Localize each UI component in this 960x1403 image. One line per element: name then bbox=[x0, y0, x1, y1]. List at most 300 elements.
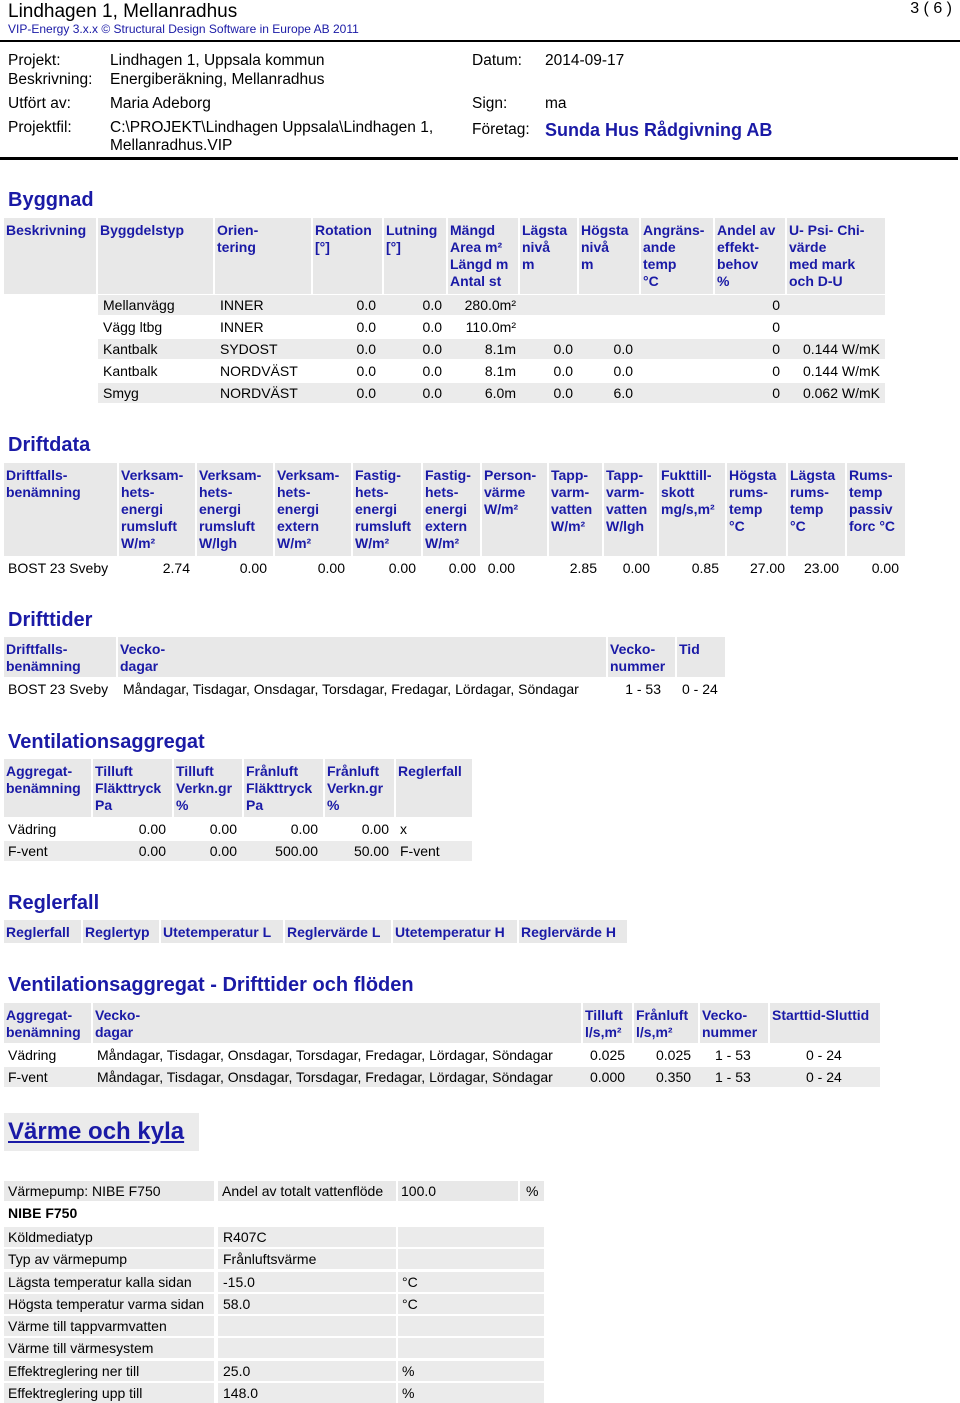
byggnad-cell-u: 0.144 W/mK bbox=[802, 341, 880, 357]
driftdata-header-line: rums- bbox=[790, 484, 829, 500]
projekt-value: Lindhagen 1, Uppsala kommun bbox=[110, 52, 325, 69]
driftdata-header-line: W/m² bbox=[355, 535, 390, 551]
byggnad-header-line: Längd m bbox=[450, 256, 509, 272]
varme-value: 58.0 bbox=[223, 1296, 251, 1312]
ventilation-header-line: Verkn.gr bbox=[327, 780, 384, 796]
projektfil-value-1: C:\PROJEKT\Lindhagen Uppsala\Lindhagen 1, bbox=[110, 119, 434, 136]
byggnad-cell-andel: 0 bbox=[772, 319, 780, 335]
driftdata-header-cell bbox=[353, 463, 421, 556]
driftdata-header-line: energi bbox=[199, 501, 242, 517]
vent-drift-cell-days: Måndagar, Tisdagar, Onsdagar, Torsdagar, Fredagar, Lördagar, Söndagar bbox=[97, 1069, 553, 1085]
datum-value: 2014-09-17 bbox=[545, 52, 625, 69]
drifttider-header-line: benämning bbox=[6, 658, 81, 674]
header-rule-top bbox=[0, 40, 960, 42]
drifttider-cell-days: Måndagar, Tisdagar, Onsdagar, Torsdagar, Fredagar, Lördagar, Söndagar bbox=[123, 681, 579, 697]
byggnad-cell-andel: 0 bbox=[772, 363, 780, 379]
sign-value: ma bbox=[545, 95, 567, 112]
varme-unit-band bbox=[398, 1383, 544, 1403]
reglerfall-header-cell bbox=[161, 920, 283, 943]
varme-unit-band bbox=[398, 1249, 544, 1269]
varmepump-model: NIBE F750 bbox=[8, 1205, 78, 1221]
varme-unit-band bbox=[398, 1361, 544, 1381]
ventilation-cell: 500.00 bbox=[275, 843, 318, 859]
varme-label: Värme till tappvarmvatten bbox=[8, 1318, 167, 1334]
byggnad-cell-hogsta: 0.0 bbox=[613, 341, 633, 357]
byggnad-cell-andel: 0 bbox=[772, 385, 780, 401]
driftdata-header-line: vatten bbox=[606, 501, 648, 517]
foretag-label: Företag: bbox=[472, 121, 530, 138]
ventilation-header-cell bbox=[244, 759, 323, 817]
varme-unit-band bbox=[398, 1294, 544, 1314]
drifttider-header-line: Vecko- bbox=[610, 641, 656, 657]
vent-drift-cell-name: F-vent bbox=[8, 1069, 48, 1085]
projektfil-value-2: Mellanradhus.VIP bbox=[110, 137, 233, 154]
vent-drift-header-cell bbox=[4, 1003, 91, 1043]
driftdata-header-line: energi bbox=[277, 501, 320, 517]
byggnad-cell-rot: 0.0 bbox=[356, 341, 376, 357]
driftdata-cell: 0.00 bbox=[448, 560, 476, 576]
driftdata-header-line: Rums- bbox=[849, 467, 893, 483]
byggnad-header-line: tering bbox=[217, 239, 256, 255]
ventilation-header-cell bbox=[174, 759, 242, 817]
byggnad-cell-typ: Mellanvägg bbox=[103, 297, 175, 313]
driftdata-cell: 0.00 bbox=[388, 560, 416, 576]
driftdata-header-line: hets- bbox=[121, 484, 155, 500]
drifttider-cell-weeks: 1 - 53 bbox=[625, 681, 661, 697]
byggnad-header-cell bbox=[641, 218, 713, 294]
byggnad-header-cell bbox=[715, 218, 785, 294]
reglerfall-header-cell bbox=[4, 920, 81, 943]
driftdata-cell: 2.74 bbox=[162, 560, 190, 576]
byggnad-header-line: behov bbox=[717, 256, 759, 272]
driftdata-header-line: hets- bbox=[199, 484, 233, 500]
driftdata-header-line: passiv bbox=[849, 501, 893, 517]
byggnad-header-cell bbox=[215, 218, 311, 294]
driftdata-header-line: varm- bbox=[551, 484, 590, 500]
driftdata-cell: 0.00 bbox=[317, 560, 345, 576]
byggnad-cell-lagsta: 0.0 bbox=[553, 385, 573, 401]
driftdata-header-line: vatten bbox=[551, 501, 593, 517]
byggnad-cell-hogsta: 6.0 bbox=[613, 385, 633, 401]
byggnad-cell-rot: 0.0 bbox=[356, 385, 376, 401]
byggnad-cell-orient: NORDVÄST bbox=[220, 363, 298, 379]
foretag-value: Sunda Hus Rådgivning AB bbox=[545, 120, 773, 140]
byggnad-header-line: m bbox=[522, 256, 535, 272]
driftdata-header-cell bbox=[847, 463, 905, 556]
byggnad-cell-mangd: 8.1m bbox=[484, 363, 516, 379]
ventilation-cell-name: F-vent bbox=[8, 843, 48, 859]
byggnad-header-line: nivå bbox=[581, 239, 610, 255]
ventilation-header-line: Reglerfall bbox=[398, 763, 462, 779]
driftdata-header-line: extern bbox=[277, 518, 320, 534]
andel-value: 100.0 bbox=[398, 1181, 518, 1201]
byggnad-header-line: ande bbox=[643, 239, 676, 255]
byggnad-header-line: [°] bbox=[386, 239, 401, 255]
driftdata-header-line: hets- bbox=[277, 484, 311, 500]
ventilation-header-line: Aggregat- bbox=[6, 763, 73, 779]
byggnad-header-line: m bbox=[581, 256, 594, 272]
byggnad-header-line: Rotation bbox=[315, 222, 372, 238]
varme-label: Köldmediatyp bbox=[8, 1229, 93, 1245]
drifttider-header-line: Tid bbox=[679, 641, 700, 657]
varme-value-band bbox=[218, 1338, 396, 1358]
vent-drift-cell-name: Vädring bbox=[8, 1047, 57, 1063]
drifttider-cell-name: BOST 23 Sveby bbox=[8, 681, 109, 697]
drifttider-header-cell bbox=[4, 637, 116, 677]
ventilation-header-cell bbox=[93, 759, 172, 817]
driftdata-header-line: °C bbox=[790, 518, 806, 534]
driftdata-header-line: W/m² bbox=[484, 501, 519, 517]
vent-drift-cell: 0 - 24 bbox=[806, 1069, 842, 1085]
byggnad-cell-typ: Kantbalk bbox=[103, 341, 158, 357]
driftdata-header-line: Tapp- bbox=[606, 467, 644, 483]
driftdata-header-line: energi bbox=[121, 501, 164, 517]
byggnad-header-cell bbox=[579, 218, 639, 294]
vent-drift-cell: 0.025 bbox=[590, 1047, 626, 1063]
byggnad-cell-rot: 0.0 bbox=[356, 319, 376, 335]
driftdata-header-line: temp bbox=[849, 484, 883, 500]
byggnad-header-cell bbox=[313, 218, 382, 294]
ventilation-cell: F-vent bbox=[400, 843, 440, 859]
driftdata-header-line: Högsta bbox=[729, 467, 777, 483]
byggnad-cell-typ: Kantbalk bbox=[103, 363, 158, 379]
byggnad-cell-andel: 0 bbox=[772, 297, 780, 313]
driftdata-header-line: energi bbox=[425, 501, 468, 517]
byggnad-header-cell bbox=[98, 218, 213, 294]
byggnad-cell-orient: INNER bbox=[220, 297, 264, 313]
driftdata-header-line: rumsluft bbox=[355, 518, 411, 534]
projekt-label: Projekt: bbox=[8, 52, 61, 69]
driftdata-header-line: hets- bbox=[355, 484, 389, 500]
varme-value-band bbox=[218, 1316, 396, 1336]
driftdata-header-line: temp bbox=[729, 501, 763, 517]
vent-drift-header-line: Vecko- bbox=[702, 1007, 748, 1023]
driftdata-header-cell bbox=[482, 463, 547, 556]
driftdata-header-line: benämning bbox=[6, 484, 81, 500]
drifttider-header-cell bbox=[608, 637, 675, 677]
driftdata-header-cell bbox=[549, 463, 602, 556]
driftdata-cell: 23.00 bbox=[803, 560, 839, 576]
driftdata-header-line: Fastig- bbox=[355, 467, 401, 483]
byggnad-cell-orient: NORDVÄST bbox=[220, 385, 298, 401]
driftdata-cell: 2.85 bbox=[569, 560, 597, 576]
driftdata-header-line: W/lgh bbox=[199, 535, 238, 551]
section-title-ventilation: Ventilationsaggregat bbox=[8, 731, 205, 753]
byggnad-cell-lut: 0.0 bbox=[422, 319, 442, 335]
vent-drift-cell: 0.350 bbox=[656, 1069, 692, 1085]
vent-drift-cell: 1 - 53 bbox=[715, 1069, 751, 1085]
vent-drift-header-cell bbox=[634, 1003, 698, 1043]
driftdata-header-line: °C bbox=[729, 518, 745, 534]
page-number: 3 ( 6 ) bbox=[910, 0, 952, 17]
ventilation-cell: 50.00 bbox=[353, 843, 389, 859]
byggnad-header-line: Mängd bbox=[450, 222, 496, 238]
section-title-byggnad: Byggnad bbox=[8, 189, 94, 211]
byggnad-header-line: Area m² bbox=[450, 239, 503, 255]
vent-drift-header-cell bbox=[770, 1003, 880, 1043]
byggnad-header-line: Angräns- bbox=[643, 222, 705, 238]
driftdata-header-line: Verksam- bbox=[199, 467, 262, 483]
driftdata-header-line: värme bbox=[484, 484, 526, 500]
vent-drift-header-line: dagar bbox=[95, 1024, 134, 1040]
driftdata-header-line: forc °C bbox=[849, 518, 896, 534]
byggnad-header-line: och D-U bbox=[789, 273, 843, 289]
byggnad-header-line: Byggdelstyp bbox=[100, 222, 185, 238]
byggnad-header-line: °C bbox=[643, 273, 659, 289]
vent-drift-header-line: Starttid-Sluttid bbox=[772, 1007, 870, 1023]
beskrivning-value: Energiberäkning, Mellanradhus bbox=[110, 71, 325, 88]
driftdata-header-cell bbox=[788, 463, 845, 556]
ventilation-header-line: % bbox=[176, 797, 189, 813]
driftdata-cell-name: BOST 23 Sveby bbox=[8, 560, 109, 576]
driftdata-cell: 0.00 bbox=[487, 560, 515, 576]
ventilation-header-line: Fläkttryck bbox=[95, 780, 162, 796]
ventilation-header-line: Frånluft bbox=[327, 763, 380, 779]
driftdata-header-cell bbox=[275, 463, 351, 556]
ventilation-cell: x bbox=[400, 821, 407, 837]
byggnad-cell-orient: SYDOST bbox=[220, 341, 278, 357]
driftdata-header-line: temp bbox=[790, 501, 824, 517]
driftdata-header-cell bbox=[4, 463, 117, 556]
byggnad-header-line: temp bbox=[643, 256, 677, 272]
driftdata-header-cell bbox=[119, 463, 195, 556]
driftdata-header-line: mg/s,m² bbox=[661, 501, 715, 517]
byggnad-header-line: U- Psi- Chi- bbox=[789, 222, 865, 238]
byggnad-cell-lut: 0.0 bbox=[422, 363, 442, 379]
byggnad-cell-orient: INNER bbox=[220, 319, 264, 335]
byggnad-header-cell bbox=[448, 218, 518, 294]
vent-drift-header-line: l/s,m² bbox=[636, 1024, 673, 1040]
byggnad-header-line: nivå bbox=[522, 239, 551, 255]
byggnad-cell-andel: 0 bbox=[772, 341, 780, 357]
ventilation-header-line: Fläkttryck bbox=[246, 780, 313, 796]
ventilation-cell-name: Vädring bbox=[8, 821, 57, 837]
byggnad-cell-rot: 0.0 bbox=[356, 297, 376, 313]
driftdata-header-cell bbox=[604, 463, 657, 556]
varmepump-label: Värmepump: NIBE F750 bbox=[4, 1181, 214, 1201]
driftdata-cell: 0.00 bbox=[622, 560, 650, 576]
reglerfall-header-line: Utetemperatur H bbox=[395, 924, 505, 940]
ventilation-cell: 0.00 bbox=[209, 821, 237, 837]
byggnad-cell-u: 0.062 W/mK bbox=[802, 385, 880, 401]
byggnad-header-line: % bbox=[717, 273, 730, 289]
ventilation-header-line: benämning bbox=[6, 780, 81, 796]
driftdata-header-line: rums- bbox=[729, 484, 768, 500]
drifttider-header-line: nummer bbox=[610, 658, 666, 674]
driftdata-header-line: Driftfalls- bbox=[6, 467, 68, 483]
byggnad-cell-u: 0.144 W/mK bbox=[802, 363, 880, 379]
byggnad-header-line: Lutning bbox=[386, 222, 438, 238]
reglerfall-header-cell bbox=[83, 920, 159, 943]
ventilation-header-cell bbox=[4, 759, 91, 817]
driftdata-header-line: skott bbox=[661, 484, 695, 500]
byggnad-header-cell bbox=[520, 218, 577, 294]
drifttider-header-cell bbox=[677, 637, 725, 677]
varme-unit: °C bbox=[402, 1296, 418, 1312]
ventilation-header-cell bbox=[325, 759, 394, 817]
drifttider-header-cell bbox=[118, 637, 606, 677]
varme-label: Typ av värmepump bbox=[8, 1251, 128, 1267]
reglerfall-header-line: Reglerfall bbox=[6, 924, 70, 940]
section-title-vent-drift: Ventilationsaggregat - Drifttider och flöden bbox=[8, 974, 414, 996]
reglerfall-header-cell bbox=[393, 920, 517, 943]
sign-label: Sign: bbox=[472, 95, 508, 112]
ventilation-cell: 0.00 bbox=[138, 821, 166, 837]
driftdata-header-line: W/m² bbox=[425, 535, 460, 551]
driftdata-header-line: W/m² bbox=[277, 535, 312, 551]
byggnad-cell-mangd: 110.0m² bbox=[465, 319, 516, 335]
vent-drift-header-line: Vecko- bbox=[95, 1007, 141, 1023]
byggnad-header-cell bbox=[787, 218, 885, 294]
driftdata-header-line: Verksam- bbox=[121, 467, 184, 483]
section-title-driftdata: Driftdata bbox=[8, 434, 91, 456]
drifttider-cell-time: 0 - 24 bbox=[682, 681, 718, 697]
byggnad-header-line: värde bbox=[789, 239, 827, 255]
byggnad-cell-lut: 0.0 bbox=[422, 341, 442, 357]
byggnad-cell-mangd: 280.0m² bbox=[464, 297, 516, 313]
andel-unit: % bbox=[520, 1181, 544, 1201]
byggnad-cell-mangd: 8.1m bbox=[484, 341, 516, 357]
driftdata-header-cell bbox=[197, 463, 273, 556]
document-title: Lindhagen 1, Mellanradhus bbox=[8, 1, 238, 22]
reglerfall-header-line: Reglertyp bbox=[85, 924, 150, 940]
vent-drift-cell: 0 - 24 bbox=[806, 1047, 842, 1063]
driftdata-header-line: varm- bbox=[606, 484, 645, 500]
varme-label: Effektreglering upp till bbox=[8, 1385, 143, 1401]
driftdata-cell: 0.00 bbox=[239, 560, 267, 576]
ventilation-cell: 0.00 bbox=[138, 843, 166, 859]
driftdata-header-line: W/m² bbox=[121, 535, 156, 551]
byggnad-header-line: med mark bbox=[789, 256, 856, 272]
varme-value: 148.0 bbox=[223, 1385, 259, 1401]
byggnad-cell-rot: 0.0 bbox=[356, 363, 376, 379]
ventilation-header-line: % bbox=[327, 797, 340, 813]
section-title-varme: Värme och kyla bbox=[8, 1118, 185, 1145]
driftdata-header-line: W/lgh bbox=[606, 518, 645, 534]
vent-drift-header-line: Tilluft bbox=[585, 1007, 623, 1023]
vent-drift-header-line: l/s,m² bbox=[585, 1024, 622, 1040]
vent-drift-header-cell bbox=[93, 1003, 581, 1043]
projektfil-label: Projektfil: bbox=[8, 119, 72, 136]
vent-drift-cell: 0.000 bbox=[590, 1069, 626, 1085]
ventilation-header-cell bbox=[396, 759, 472, 817]
byggnad-cell-hogsta: 0.0 bbox=[613, 363, 633, 379]
ventilation-header-line: Verkn.gr bbox=[176, 780, 233, 796]
vent-drift-header-line: benämning bbox=[6, 1024, 81, 1040]
driftdata-header-line: hets- bbox=[425, 484, 459, 500]
byggnad-header-cell bbox=[4, 218, 96, 294]
driftdata-header-line: Person- bbox=[484, 467, 537, 483]
vent-drift-header-line: Aggregat- bbox=[6, 1007, 73, 1023]
varme-value: Frånluftsvärme bbox=[223, 1251, 317, 1267]
section-title-reglerfall: Reglerfall bbox=[8, 892, 100, 914]
header-rule-bottom bbox=[0, 157, 958, 160]
vent-drift-header-cell bbox=[700, 1003, 768, 1043]
driftdata-header-line: Tapp- bbox=[551, 467, 589, 483]
ventilation-header-line: Pa bbox=[246, 797, 264, 813]
varme-label: Högsta temperatur varma sidan bbox=[8, 1296, 205, 1312]
ventilation-header-line: Tilluft bbox=[95, 763, 133, 779]
driftdata-cell: 27.00 bbox=[749, 560, 785, 576]
beskrivning-label: Beskrivning: bbox=[8, 71, 93, 88]
ventilation-header-line: Tilluft bbox=[176, 763, 214, 779]
varme-label: Lägsta temperatur kalla sidan bbox=[8, 1274, 192, 1290]
driftdata-header-cell bbox=[423, 463, 480, 556]
driftdata-header-line: energi bbox=[355, 501, 398, 517]
reglerfall-header-line: Utetemperatur L bbox=[163, 924, 272, 940]
byggnad-cell-lagsta: 0.0 bbox=[553, 363, 573, 379]
byggnad-header-line: Andel av bbox=[717, 222, 776, 238]
reglerfall-header-cell bbox=[285, 920, 391, 943]
varme-unit-band bbox=[398, 1316, 544, 1336]
datum-label: Datum: bbox=[472, 52, 522, 69]
drifttider-header-line: Driftfalls- bbox=[6, 641, 68, 657]
byggnad-cell-lut: 0.0 bbox=[422, 385, 442, 401]
byggnad-header-line: [°] bbox=[315, 239, 330, 255]
driftdata-header-line: rumsluft bbox=[121, 518, 177, 534]
varme-label: Effektreglering ner till bbox=[8, 1363, 140, 1379]
vent-drift-cell: 1 - 53 bbox=[715, 1047, 751, 1063]
software-credit: VIP-Energy 3.x.x © Structural Design Software in Europe AB 2011 bbox=[8, 22, 359, 36]
byggnad-cell-lut: 0.0 bbox=[422, 297, 442, 313]
byggnad-header-line: Högsta bbox=[581, 222, 629, 238]
driftdata-header-line: Fastig- bbox=[425, 467, 471, 483]
varme-value: -15.0 bbox=[223, 1274, 255, 1290]
utfort-label: Utfört av: bbox=[8, 95, 71, 112]
varme-unit-band bbox=[398, 1338, 544, 1358]
byggnad-header-cell bbox=[384, 218, 446, 294]
byggnad-header-line: Antal st bbox=[450, 273, 502, 289]
ventilation-cell: 0.00 bbox=[361, 821, 389, 837]
reglerfall-header-line: Reglervärde L bbox=[287, 924, 381, 940]
drifttider-header-line: dagar bbox=[120, 658, 159, 674]
varme-unit: °C bbox=[402, 1274, 418, 1290]
varme-unit: % bbox=[402, 1363, 415, 1379]
vent-drift-cell-days: Måndagar, Tisdagar, Onsdagar, Torsdagar, Fredagar, Lördagar, Söndagar bbox=[97, 1047, 553, 1063]
vent-drift-header-line: nummer bbox=[702, 1024, 758, 1040]
ventilation-header-line: Frånluft bbox=[246, 763, 299, 779]
byggnad-header-line: Orien- bbox=[217, 222, 259, 238]
reglerfall-header-cell bbox=[519, 920, 627, 943]
varme-value: R407C bbox=[223, 1229, 267, 1245]
byggnad-cell-typ: Smyg bbox=[103, 385, 139, 401]
varme-value: 25.0 bbox=[223, 1363, 251, 1379]
driftdata-header-line: Fukttill- bbox=[661, 467, 712, 483]
driftdata-header-line: rumsluft bbox=[199, 518, 255, 534]
vent-drift-cell: 0.025 bbox=[656, 1047, 692, 1063]
ventilation-cell: 0.00 bbox=[209, 843, 237, 859]
driftdata-header-line: Lägsta bbox=[790, 467, 836, 483]
byggnad-header-line: Beskrivning bbox=[6, 222, 87, 238]
ventilation-header-line: Pa bbox=[95, 797, 113, 813]
driftdata-cell: 0.85 bbox=[691, 560, 719, 576]
drifttider-header-line: Vecko- bbox=[120, 641, 166, 657]
reglerfall-header-line: Reglervärde H bbox=[521, 924, 616, 940]
byggnad-header-line: effekt- bbox=[717, 239, 760, 255]
driftdata-cell: 0.00 bbox=[871, 560, 899, 576]
driftdata-header-line: extern bbox=[425, 518, 468, 534]
byggnad-cell-typ: Vägg ltbg bbox=[103, 319, 163, 335]
byggnad-cell-mangd: 6.0m bbox=[484, 385, 516, 401]
byggnad-header-line: Lägsta bbox=[522, 222, 568, 238]
byggnad-cell-lagsta: 0.0 bbox=[553, 341, 573, 357]
driftdata-header-cell bbox=[727, 463, 786, 556]
driftdata-header-cell bbox=[659, 463, 725, 556]
varme-unit: % bbox=[402, 1385, 415, 1401]
vent-drift-header-line: Frånluft bbox=[636, 1007, 689, 1023]
andel-label: Andel av totalt vattenflöde bbox=[218, 1181, 396, 1201]
driftdata-header-line: W/m² bbox=[551, 518, 586, 534]
